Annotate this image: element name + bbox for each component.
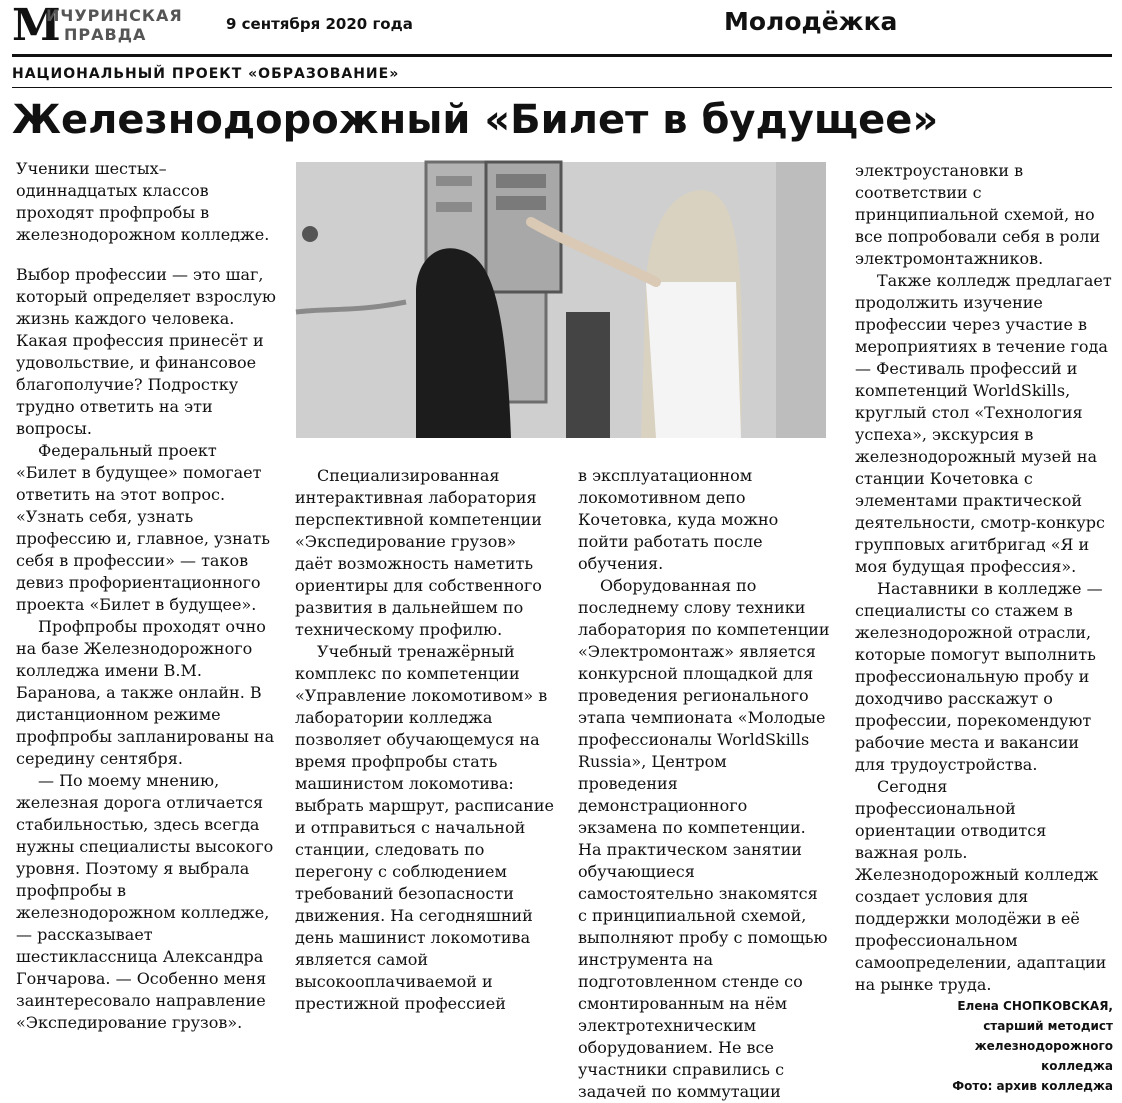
- newspaper-logo: [12, 0, 202, 51]
- breaker-row: [436, 202, 472, 212]
- article-column-2: [295, 465, 557, 1015]
- issue-date: 9 сентября 2020 года: [226, 15, 413, 33]
- paragraph: Профпробы проходят очно на базе Железнодорожного колледжа имени В.М. Баранова, а также онлайн. В дистанционном режиме профпробы запланированы на середину сентября.: [16, 617, 275, 768]
- paragraph: электроустановки в соответствии с принципиальной схемой, но все попробовали себя в роли электромонтажников.: [855, 161, 1101, 268]
- paragraph: Специализированная интерактивная лаборатория перспективной компетенции «Экспедирование грузов» даёт возможность наметить ориентиры для собственного развития в дальнейшем по техническому профилю.: [295, 466, 542, 639]
- article-headline: Железнодорожный «Билет в будущее»: [12, 97, 939, 143]
- logo-line-2: ПРАВДА: [64, 25, 147, 44]
- author-role: железнодорожного: [974, 1039, 1113, 1053]
- paragraph: Оборудованная по последнему слову техники лаборатория по компетенции «Электромонтаж» является конкурсной площадкой для проведения регионального этапа чемпионата «Молодые профессионалы WorldSkills Russia», Центром проведения демонстрационного экзамена по компетенции. На практическом занятии обучающиеся самостоятельно знакомятся с принципиальной схемой, выполняют пробу с помощью инструмента на подготовленном стенде со смонтированным на нём электротехническим оборудованием. Не все участники справились с задачей по коммутации: [578, 576, 830, 1101]
- breaker-row: [496, 174, 546, 188]
- wall-button: [302, 226, 318, 242]
- photo-wall-right: [776, 162, 826, 438]
- logo-line-1: ИЧУРИНСКАЯ: [46, 6, 183, 25]
- paragraph: Также колледж предлагает продолжить изучение профессии через участие в мероприятиях в течение года — Фестиваль профессий и компетенций WorldSkills, круглый стол «Технология успеха», экскурсия в железнодорожный музей на станции Кочетовка с элементами практической деятельности, смотр-конкурс групповых агитбригад «Я и моя будущая профессия».: [855, 271, 1112, 576]
- rubric-rule: [12, 87, 1112, 88]
- article-lead: Ученики шестых–одиннадцатых классов проходят профпробы в железнодорожном колледже.: [16, 159, 270, 244]
- paragraph: Учебный тренажёрный комплекс по компетенции «Управление локомотивом» в лаборатории колледжа позволяет обучающемуся на время профпробы стать машинистом локомотива: выбрать маршрут, расписание и отправиться с начальной станции, следовать по перегону с соблюдением требований безопасности движения. На сегодняшний день машинист локомотива является самой высокооплачиваемой и престижной профессией: [295, 642, 554, 1013]
- photo-illustration: [296, 162, 826, 438]
- chair: [566, 312, 610, 438]
- photo-credit: Фото: архив колледжа: [952, 1079, 1113, 1093]
- teacher-shirt: [646, 282, 741, 438]
- author-role: колледжа: [1041, 1059, 1113, 1073]
- paragraph: Федеральный проект «Билет в будущее» помогает ответить на этот вопрос. «Узнать себя, узнать профессию и, главное, узнать себя в профессии» — таков девиз профориентационного проекта «Билет в будущее».: [16, 441, 270, 614]
- article-column-1: [16, 158, 282, 1034]
- logo-letter: М: [12, 0, 61, 51]
- author-name: Елена СНОПКОВСКАЯ,: [957, 999, 1113, 1013]
- quote-paragraph: — По моему мнению, железная дорога отличается стабильностью, здесь всегда нужны специалисты высокого уровня. Поэтому я выбрала профпробы в железнодорожном колледже, — рассказывает шестиклассница Александра Гончарова. — Особенно меня заинтересовало направление «Экспедирование грузов».: [16, 771, 274, 1032]
- author-role: старший методист: [983, 1019, 1113, 1033]
- masthead: [0, 0, 1122, 50]
- paragraph: Наставники в колледже — специалисты со стажем в железнодорожной отрасли, которые помогут выполнить профессиональную пробу и доходчиво расскажут о профессии, порекомендуют рабочие места и вакансии для трудоустройства.: [855, 579, 1103, 774]
- article-rubric: НАЦИОНАЛЬНЫЙ ПРОЕКТ «ОБРАЗОВАНИЕ»: [12, 66, 400, 82]
- article-column-4: [855, 160, 1113, 1096]
- breaker-row: [496, 196, 546, 210]
- masthead-rule: [12, 54, 1112, 57]
- paragraph: Выбор профессии — это шаг, который определяет взрослую жизнь каждого человека. Какая профессия принесёт и удовольствие, и финансовое благополучие? Подростку трудно ответить на эти вопросы.: [16, 265, 276, 438]
- paragraph: Сегодня профессиональной ориентации отводится важная роль. Железнодорожный колледж создает условия для поддержки молодёжи в её профессиональном самоопределении, адаптации на рынке труда.: [855, 777, 1107, 994]
- breaker-row: [436, 176, 472, 186]
- article-column-3: [578, 465, 830, 1103]
- article-photo: [296, 162, 826, 438]
- paragraph: в эксплуатационном локомотивном депо Кочетовка, куда можно пойти работать после обучения.: [578, 466, 779, 573]
- section-name: Молодёжка: [724, 7, 898, 36]
